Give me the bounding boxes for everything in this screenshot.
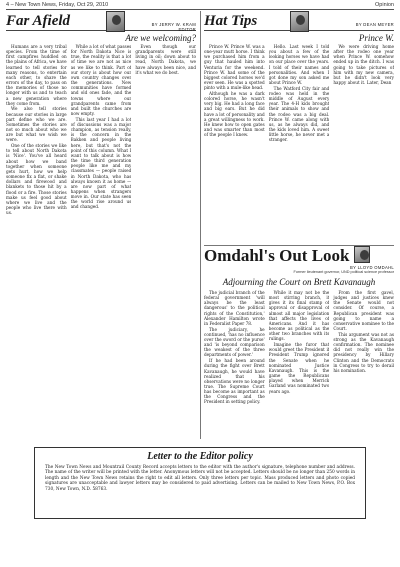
section-label: Opinion bbox=[375, 2, 394, 8]
page-dateline: 4 – New Town News, Friday, Oct 29, 2010 bbox=[6, 2, 109, 8]
paragraph: The Watford City fair and rodeo was held in the middle of August every year. The 4-H kids brought their animals to show and the rodeo was a big deal. Prince W. came along with us, as he always did, and the kids loved him. A sweet little horse, he never met a stranger. bbox=[268, 85, 330, 143]
column-divider bbox=[200, 11, 201, 439]
paragraph: We were driving home after the rodeo one year when Prince W. somehow ended up in the ditch. I was going to take pictures of him with my new camera, but he didn't look very happy about it. Later, Dean bbox=[333, 44, 395, 86]
hat-tips-story-title: Prince W. bbox=[358, 33, 394, 43]
paragraph: One of the stories we like to tell about North Dakota is 'Nice'. You've all heard about how we band together when someone gets hurt, how we help someone fix a flat, or shake dollars and firewood and blankets to those hit by a flood or a fire. Those stories make us feel good about where we live and the people who live there with us. bbox=[6, 143, 67, 216]
hat-tips-title: Hat Tips bbox=[204, 13, 258, 29]
far-afield-body bbox=[6, 44, 196, 437]
paragraph: Although he was a dark colored horse, he wasn't very big. He had a long face and big ears. But he did have a lot of personality and a great willingness to work. He knew how to open gates and was smarter than most of the people I knew. bbox=[204, 91, 265, 138]
paragraph: Prince W. Prince W. was a one-year mutt horse. I think we purchased him from a guy that hauled him into Venturia for the weekend. Prince W. had some of the biggest colored horses we'd ever seen. He was a spotted pinto with a mule-like head. bbox=[204, 44, 265, 91]
omdahl-title: Omdahl's Out Look bbox=[204, 246, 350, 265]
omdahl-byline: BY LLOYD OMDAHL bbox=[350, 265, 394, 270]
text-column bbox=[333, 290, 394, 438]
text-column bbox=[333, 44, 394, 244]
letter-policy-title: Letter to the Editor policy bbox=[147, 451, 253, 462]
author-photo bbox=[290, 11, 309, 32]
omdahl-header bbox=[204, 248, 394, 289]
text-column bbox=[71, 44, 132, 437]
paragraph: We also tell stories because our stories in large part define who we are. Sometimes the stories are not so much about who we are but what we wish we were. bbox=[6, 106, 67, 143]
paragraph: This argument was not as strong as the Kavanaugh confirmation. The nominee did not really win the presidency by Hillary Clinton and the Democrats in Congress to try to derail his nomination. bbox=[333, 331, 395, 373]
hat-tips-body bbox=[204, 44, 394, 244]
text-column bbox=[6, 44, 67, 437]
paragraph: This last year I had a lot of discussions was a major champion, as tension really, is the concern in the Bakken and people living here, but that's not the point of this column. What I want to talk about is how the time third generation people like me and my classmates — people raised in North Dakota, who has always known it as home — are now part of what happens when strangers move in. Our state has seen the world rise around us and changed. bbox=[70, 116, 132, 210]
paragraph: If he had been around during the fight over Brett Kavanaugh, he would have realized that his observations were no longer true. The Supreme Court has become as important as the Congress and the President in setting policy. bbox=[204, 358, 265, 405]
omdahl-headline: Adjourning the Court on Brett Kavanaugh bbox=[222, 277, 376, 287]
paragraph: While a lot of what passes for North Dakota Nice is true, the reality is that a lot of time we are not as nice as we like to think. Part of our story is about how our own country changes over the generations. New communities have formed and old ones fade, and the towns where our grandparents came from and built the churches are now empty. bbox=[70, 44, 132, 117]
paragraph: Humans are a very tribal species. From the time of first campfires huddled on the plains of Africa, we have learned to tell stories for many reasons, to entertain each other, to share the errors of the day, to pass on the memories of those no longer with us and to teach a new generation where they come from. bbox=[6, 44, 67, 106]
text-column bbox=[269, 290, 330, 438]
text-column bbox=[204, 290, 265, 438]
paragraph: Hello. Last week I told you about a few of the looking horses we have had on our place over the years. I told of their names and personalities. And when I got done my son asked me about Prince W. bbox=[268, 44, 330, 86]
paragraph: From the first gavel, judges and justices knew the Senate would not consider. Of course, a Republican president was going to name a conservative nominee to the Court. bbox=[333, 290, 395, 332]
omdahl-body bbox=[204, 290, 394, 438]
far-afield-byline: BY JERRY W. KRAM EDITOR bbox=[151, 22, 196, 32]
hat-tips-byline: BY DEAN MEYER bbox=[355, 22, 394, 27]
far-afield-header bbox=[6, 11, 196, 31]
paragraph: The judicial branch of the federal government 'will always be the least dangerous' to the political rights of the Constitution,' Alexander Hamilton wrote in Federalist Paper 78. bbox=[204, 290, 265, 326]
page-header bbox=[6, 2, 394, 10]
author-photo bbox=[106, 11, 125, 32]
letter-policy-text: The New Town News and Mountrail County Record accepts letters to the editor with the author's signature, telephone number and address. The name of the writer will be printed with the letter. Anonymous letters will not be accepted. Letters should be no longer than 250 words in length and the New Town News retains the right to edit all letters. Only three letters per topic. Mass produced letters and photo copied signatures are unacceptable and lawyer letters may be considered to paid advertising. Letters can be mailed to New Town News, P.O. Box 730, New Town, N.D. 58763. bbox=[45, 465, 355, 492]
paragraph: Imagine the furor that would greet the President if President Trump ignored the Senate when he nominated Justice Kavanaugh. This is the game the Republicans played when Merrick Garland was nominated two years ago. bbox=[268, 342, 330, 394]
paragraph: Even though our grandparents were still living in oil; down about to read, North Dakota, we have always been nice, and it's what we do best. bbox=[135, 44, 197, 75]
text-column bbox=[135, 44, 196, 437]
text-column bbox=[269, 44, 330, 244]
far-afield-title: Far Afield bbox=[6, 13, 71, 29]
hat-tips-column bbox=[204, 11, 394, 244]
omdahl-column bbox=[204, 248, 394, 439]
author-photo bbox=[354, 246, 370, 263]
text-column bbox=[204, 44, 265, 244]
paragraph: While it may not be the most stirring branch, it gives it its final stamp of approval or disapproval of almost all major legislation that affects the lives of Americans. And it has become as political as the other two branches with its rulings. bbox=[268, 290, 330, 342]
letter-policy-box bbox=[34, 447, 366, 519]
omdahl-credentials: Former lieutenant governor, UND political science professor bbox=[293, 270, 394, 274]
hat-tips-header bbox=[204, 11, 394, 31]
far-afield-story-title: Are we welcoming? bbox=[125, 33, 196, 43]
far-afield-column bbox=[6, 11, 196, 439]
paragraph: The judiciary, he continued, 'has no influence over the sword or the purse' and 'is beyond comparison the weakest of the three departments of power.' bbox=[204, 326, 265, 358]
